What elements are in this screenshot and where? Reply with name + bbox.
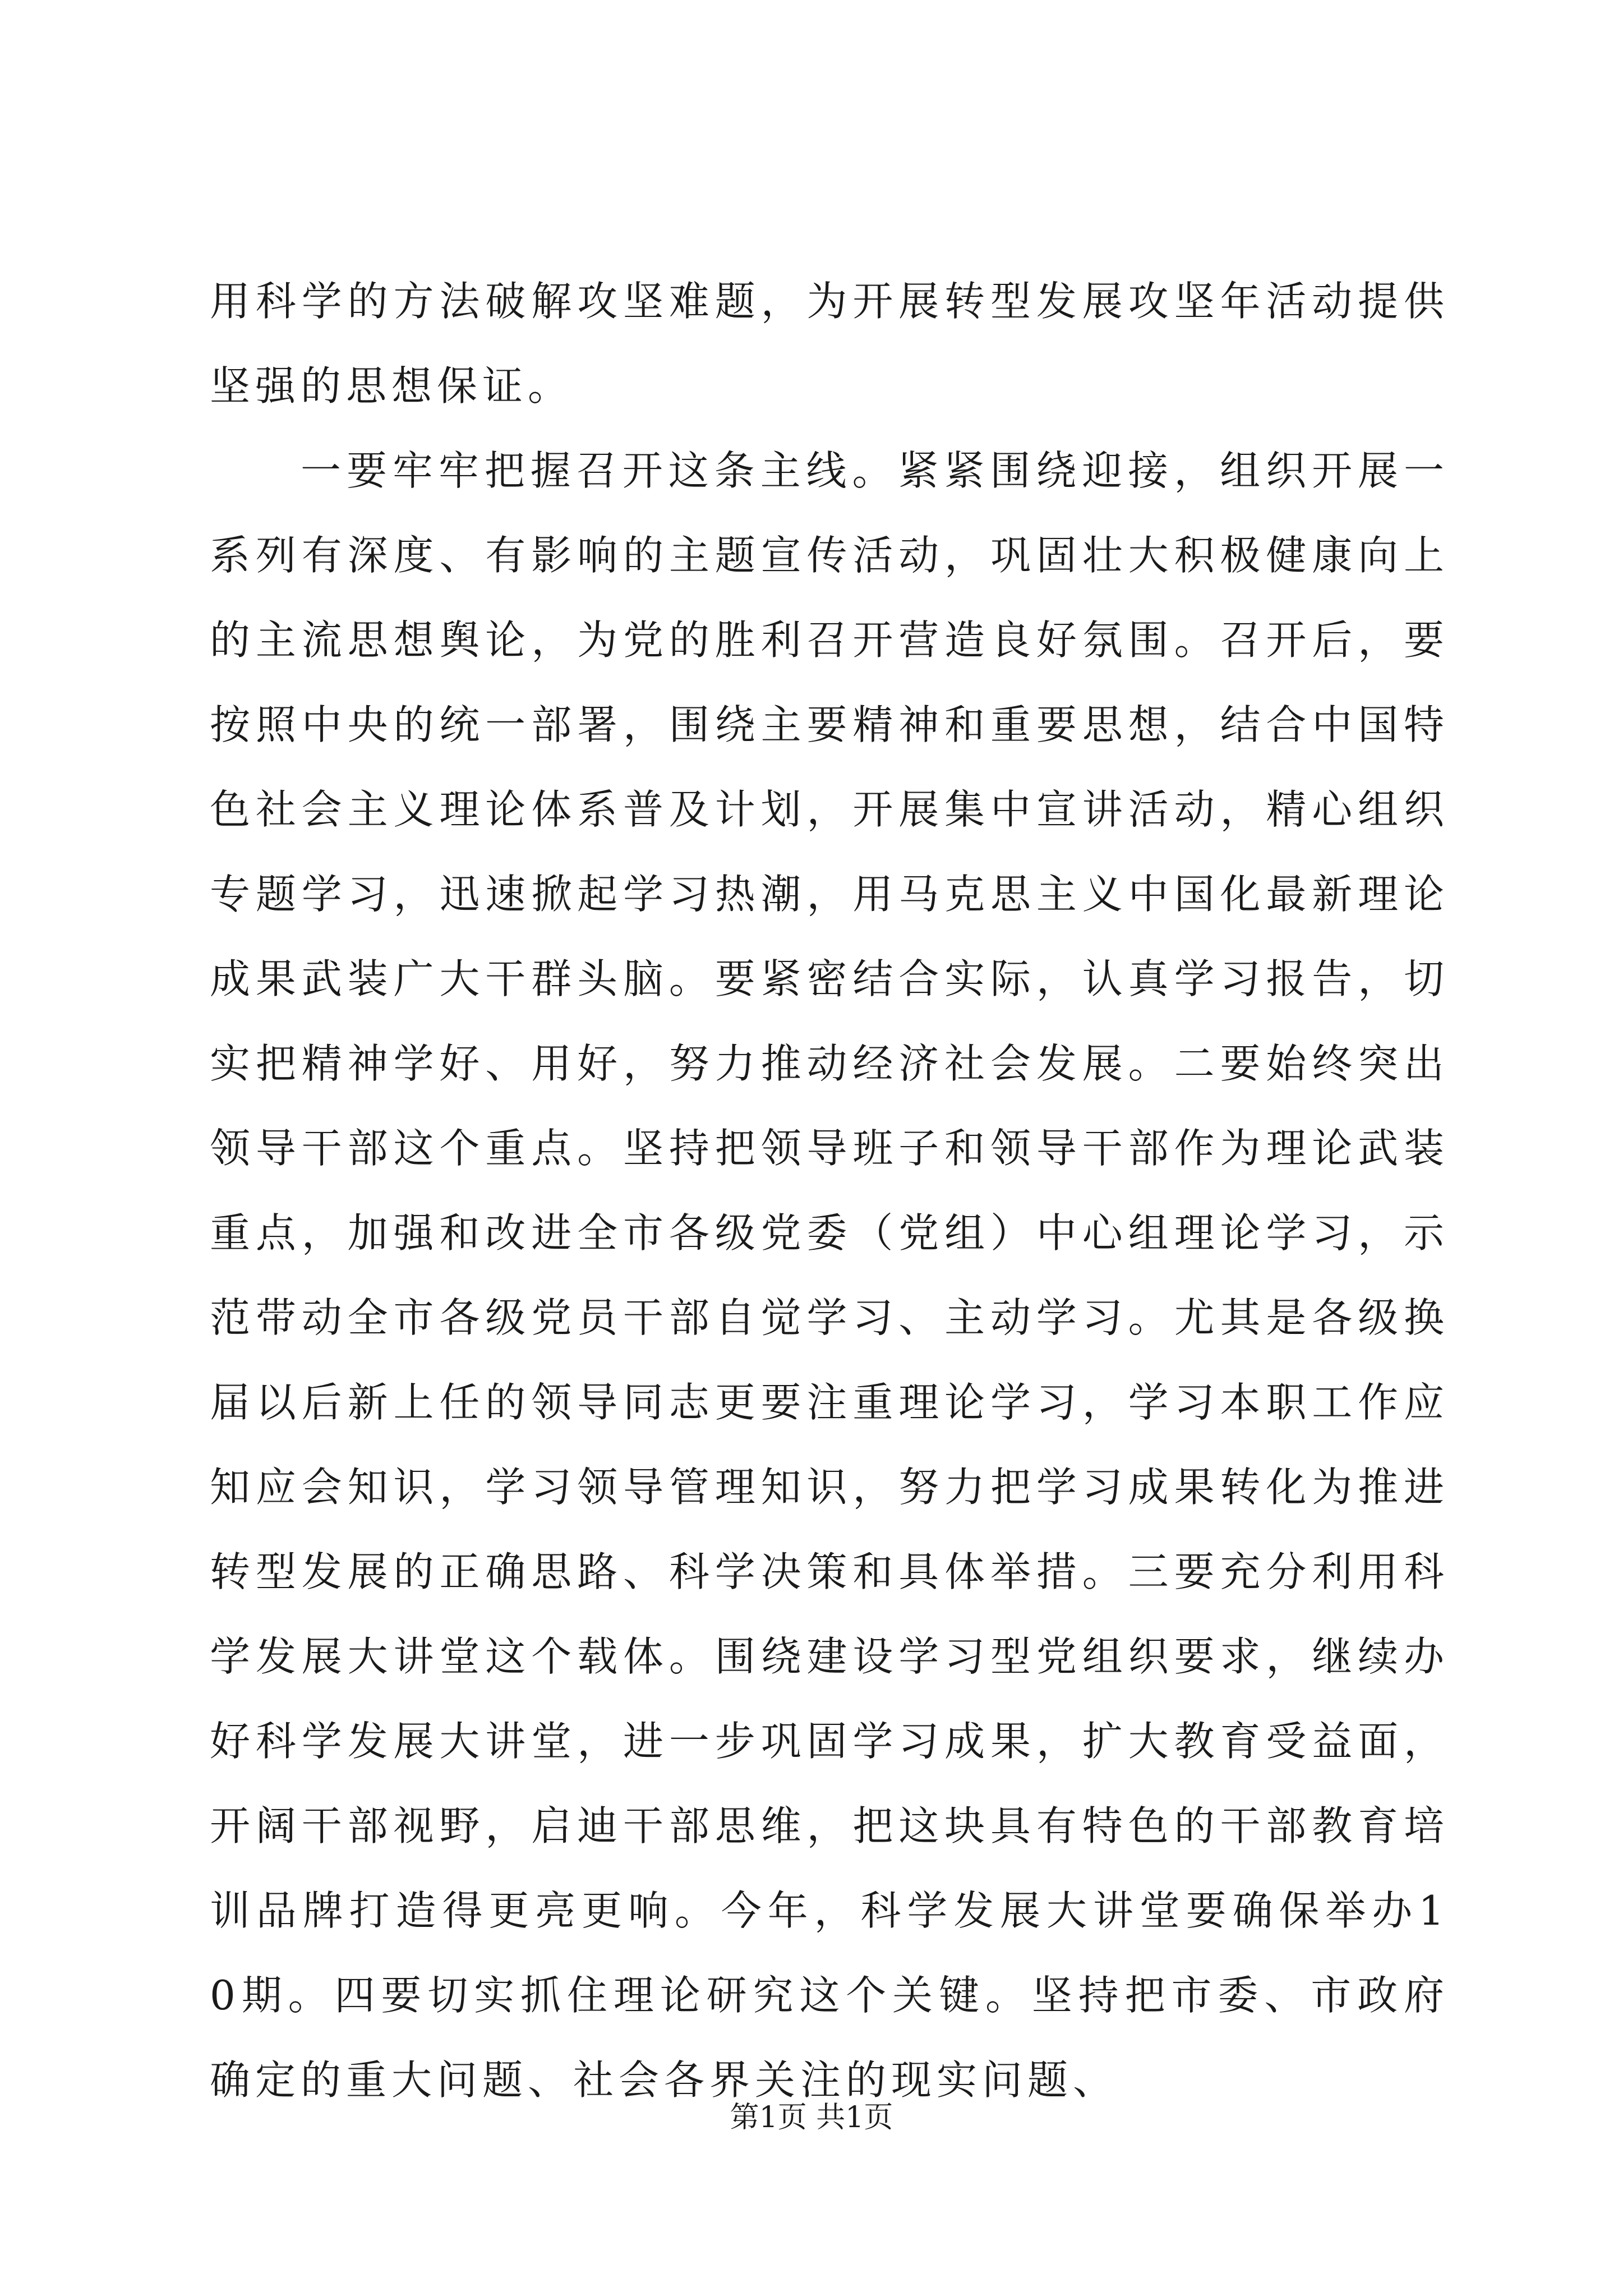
paragraph-main: 一要牢牢把握召开这条主线。紧紧围绕迎接，组织开展一系列有深度、有影响的主题宣传活动，巩固壮大积极健康向上的主流思想舆论，为党的胜利召开营造良好氛围。召开后，要按照中央的统一部署，围绕主要精神和重要思想，结合中国特色社会主义理论体系普及计划，开展集中宣讲活动，精心组织专题学习，迅速掀起学习热潮，用马克思主义中国化最新理论成果武装广大干群头脑。要紧密结合实际，认真学习报告，切实把精神学好、用好，努力推动经济社会发展。二要始终突出领导干部这个重点。坚持把领导班子和领导干部作为理论武装重点，加强和改进全市各级党委（党组）中心组理论学习，示范带动全市各级党员干部自觉学习、主动学习。尤其是各级换届以后新上任的领导同志更要注重理论学习，学习本职工作应知应会知识，学习领导管理知识，努力把学习成果转化为推进转型发展的正确思路、科学决策和具体举措。三要充分利用科学发展大讲堂这个载体。围绕建设学习型党组织要求，继续办好科学发展大讲堂，进一步巩固学习成果，扩大教育受益面，开阔干部视野，启迪干部思维，把这块具有特色的干部教育培训品牌打造得更亮更响。今年，科学发展大讲堂要确保举办10期。四要切实抓住理论研究这个关键。坚持把市委、市政府确定的重大问题、社会各界关注的现实问题、 <box>210 447 1449 2104</box>
document-body <box>210 259 1449 2123</box>
page-footer: 第1页 共1页 <box>730 2101 893 2134</box>
paragraph-continuation: 用科学的方法破解攻坚难题，为开展转型发展攻坚年活动提供坚强的思想保证。 <box>210 278 1449 409</box>
